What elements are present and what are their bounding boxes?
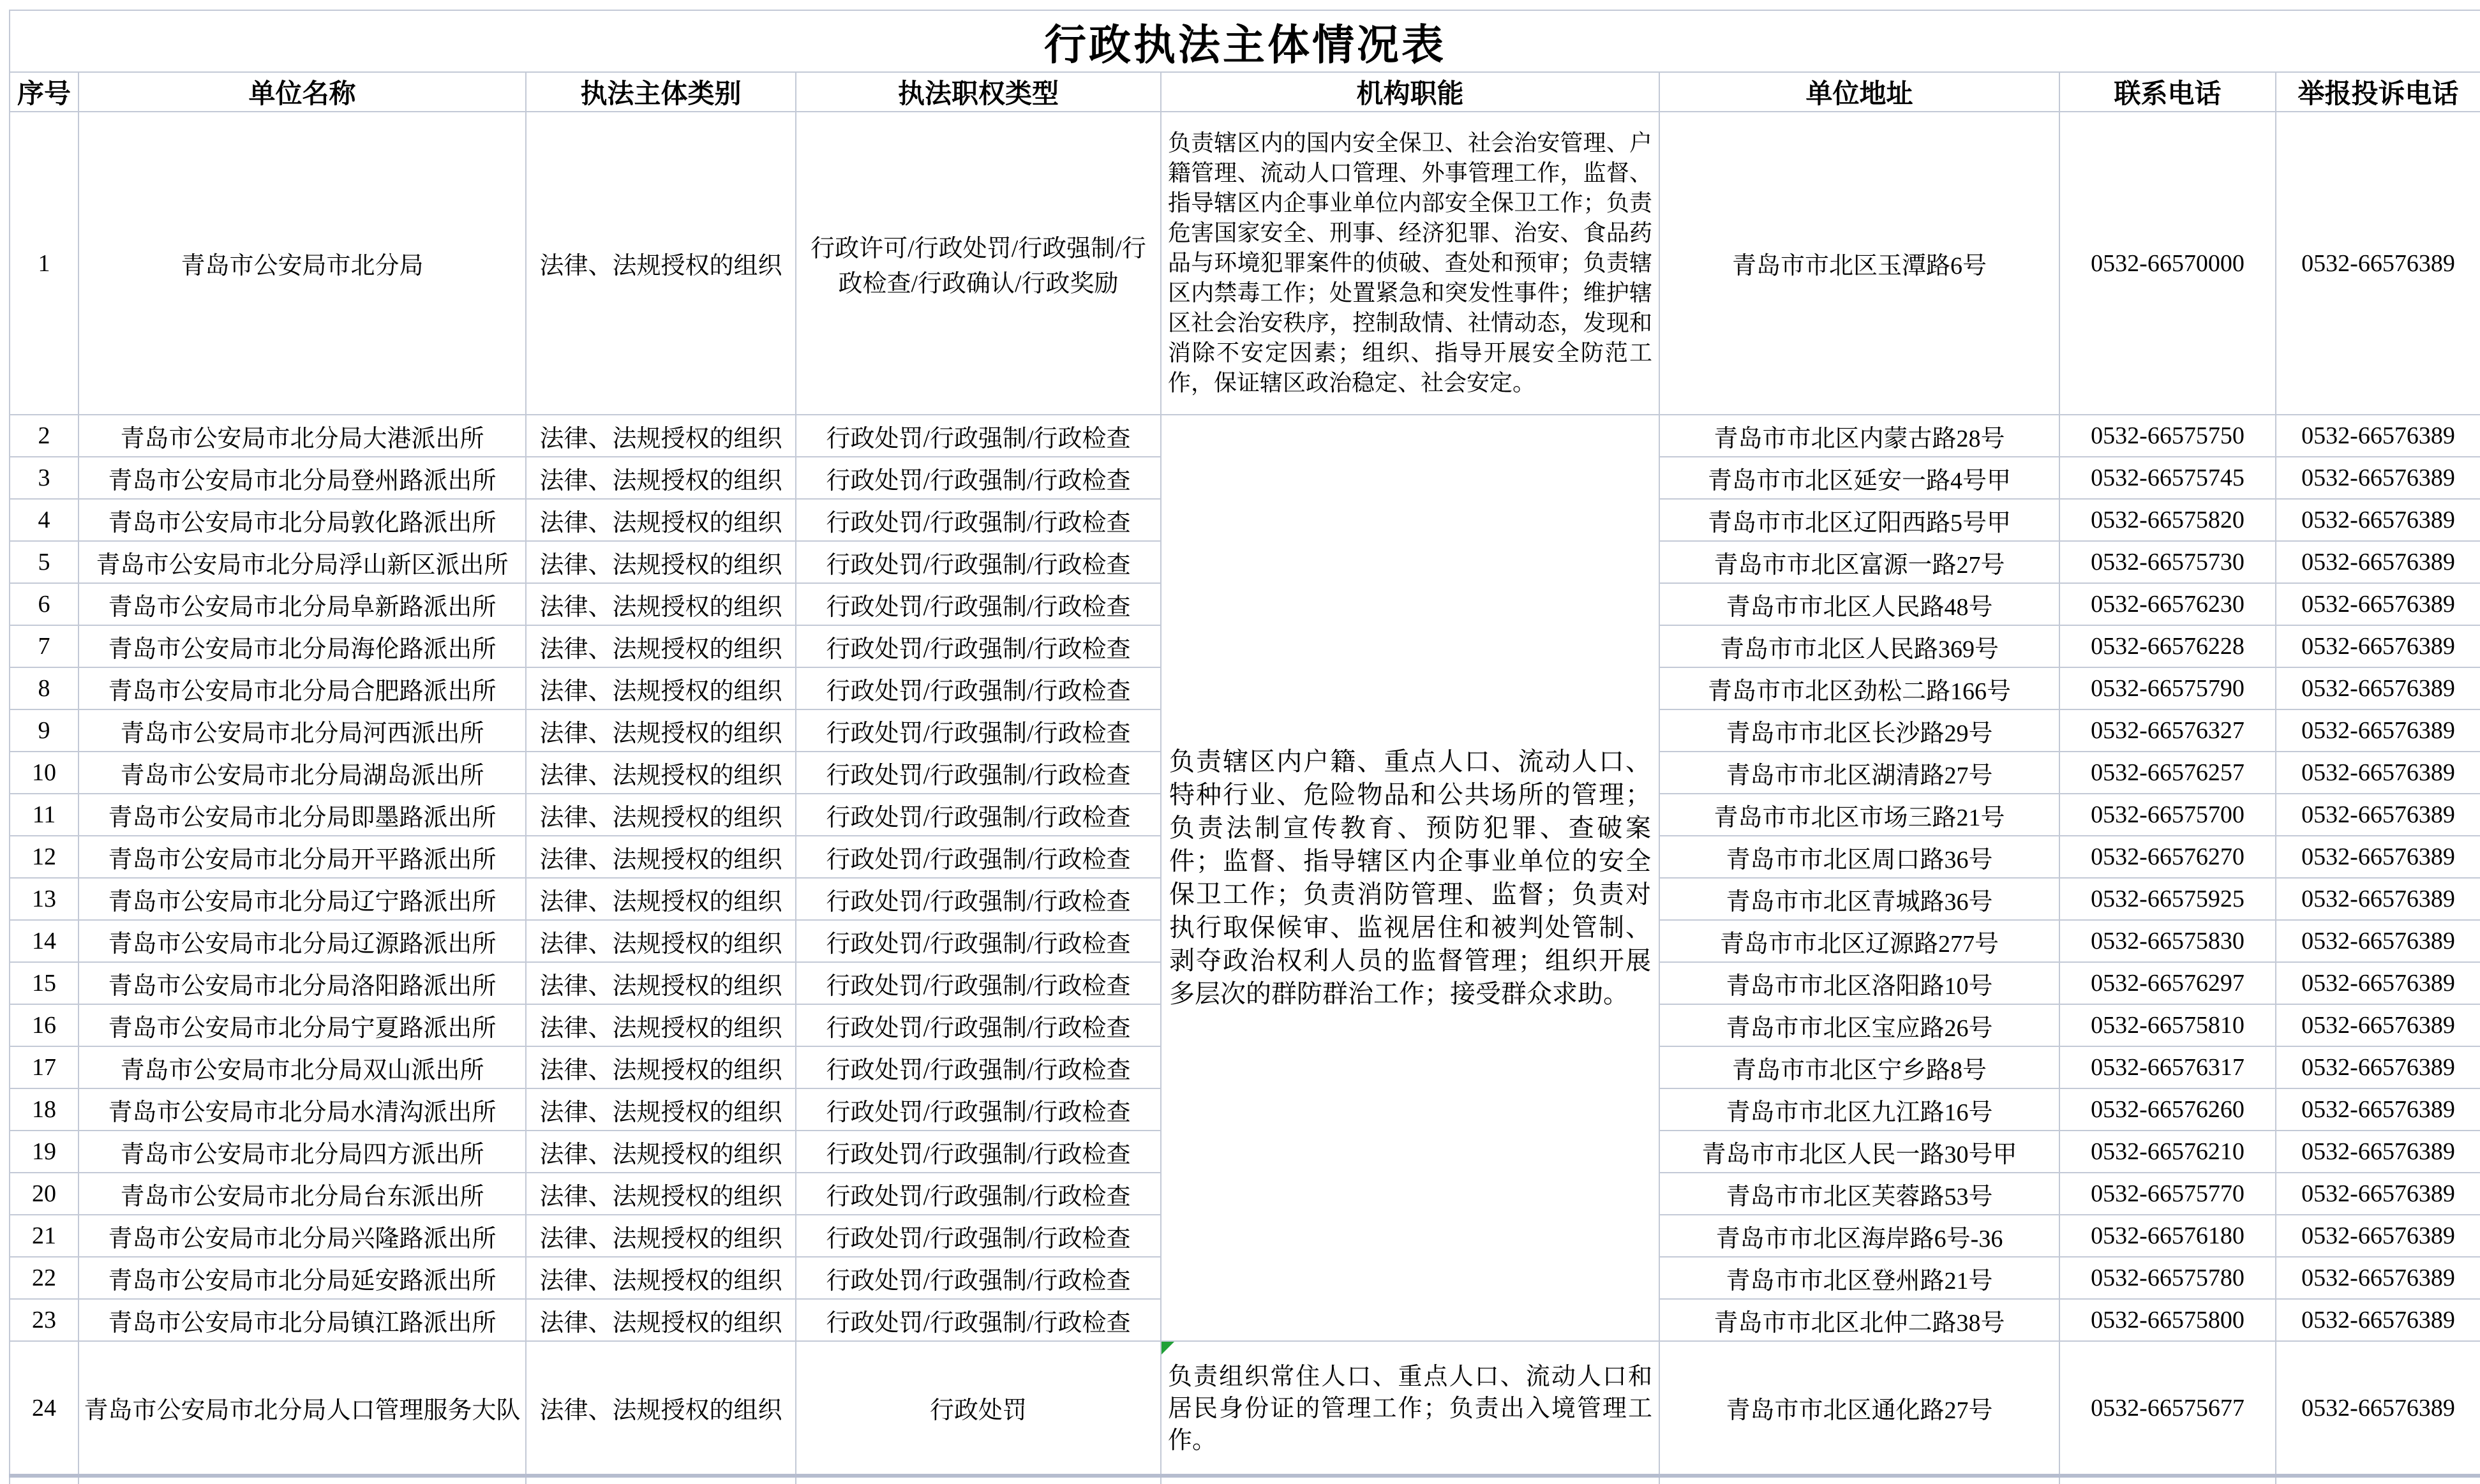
power-type-cell: 行政处罚/行政强制/行政检查: [796, 962, 1161, 1004]
unit-name-cell: 青岛市公安局市北分局镇江路派出所: [78, 1299, 526, 1341]
unit-name-cell: 青岛市公安局市北分局双山派出所: [78, 1046, 526, 1088]
subject-category-cell: 法律、法规授权的组织: [526, 625, 796, 667]
complaint-phone-cell: 0532-66576389: [2276, 1088, 2480, 1131]
phone-cell: 0532-66576257: [2059, 752, 2276, 794]
subject-category-cell: 法律、法规授权的组织: [526, 1299, 796, 1341]
power-type-cell: 行政处罚/行政强制/行政检查: [796, 1173, 1161, 1215]
complaint-phone-cell: 0532-66576389: [2276, 1173, 2480, 1215]
power-type-cell: 行政处罚/行政强制/行政检查: [796, 752, 1161, 794]
power-type-cell: 行政处罚/行政强制/行政检查: [796, 1131, 1161, 1173]
address-cell: 青岛市市北区九江路16号: [1659, 1088, 2059, 1131]
phone-cell: 0532-66575677: [2059, 1341, 2276, 1476]
unit-name-cell: 青岛市公安局市北分局即墨路派出所: [78, 794, 526, 836]
title-row: [10, 10, 2480, 72]
group-functions-cell: 负责辖区内户籍、重点人口、流动人口、特种行业、危险物品和公共场所的管理；负责法制宣传教育、预防犯罪、查破案件；监督、指导辖区内企事业单位的安全保卫工作；负责消防管理、监督；负责对执行取保候审、监视居住和被判处管制、剥夺政治权利人员的监督管理；组织开展多层次的群防群治工作；接受群众求助。: [1161, 415, 1659, 1341]
address-cell: 青岛市市北区玉潭路6号: [1659, 112, 2059, 415]
address-cell: 青岛市市北区宝应路26号: [1659, 1004, 2059, 1046]
subject-category-cell: 法律、法规授权的组织: [526, 794, 796, 836]
power-type-cell: 行政处罚/行政强制/行政检查: [796, 1215, 1161, 1257]
seq-cell: 18: [10, 1088, 78, 1131]
functions-text: 负责组织常住人口、重点人口、流动人口和居民身份证的管理工作；负责出入境管理工作。: [1168, 1363, 1652, 1454]
column-header-seq: 序号: [10, 72, 78, 112]
seq-cell: 2: [10, 415, 78, 457]
subject-category-cell: 法律、法规授权的组织: [526, 541, 796, 583]
seq-cell: 9: [10, 709, 78, 752]
column-header-functions: 机构职能: [1161, 72, 1659, 112]
seq-cell: 12: [10, 836, 78, 878]
seq-cell: 11: [10, 794, 78, 836]
phone-cell: 0532-66575790: [2059, 667, 2276, 709]
functions-cell: 负责辖区内的国内安全保卫、社会治安管理、户籍管理、流动人口管理、外事管理工作，监督、指导辖区内企事业单位内部安全保卫工作；负责危害国家安全、刑事、经济犯罪、治安、食品药品与环境犯罪案件的侦破、查处和预审；负责辖区内禁毒工作；处置紧急和突发性事件；维护辖区社会治安秩序，控制敌情、社情动态，发现和消除不安定因素；组织、指导开展安全防范工作，保证辖区政治稳定、社会安定。: [1161, 112, 1659, 415]
unit-name-cell: 青岛市公安局市北分局辽宁路派出所: [78, 878, 526, 920]
seq-cell: 22: [10, 1257, 78, 1299]
unit-name-cell: 青岛市公安局市北分局延安路派出所: [78, 1257, 526, 1299]
complaint-phone-cell: 0532-66576389: [2276, 920, 2480, 962]
column-header-power-type: 执法职权类型: [796, 72, 1161, 112]
column-header-unit-name: 单位名称: [78, 72, 526, 112]
subject-category-cell: 法律、法规授权的组织: [526, 709, 796, 752]
address-cell: 青岛市市北区北仲二路38号: [1659, 1299, 2059, 1341]
page-title: 行政执法主体情况表: [10, 10, 2480, 72]
power-type-cell: 行政处罚/行政强制/行政检查: [796, 541, 1161, 583]
phone-cell: 0532-66575750: [2059, 415, 2276, 457]
phone-cell: 0532-66576317: [2059, 1046, 2276, 1088]
power-type-cell: 行政处罚/行政强制/行政检查: [796, 709, 1161, 752]
power-type-cell: 行政处罚/行政强制/行政检查: [796, 836, 1161, 878]
unit-name-cell: 青岛市公安局市北分局合肥路派出所: [78, 667, 526, 709]
complaint-phone-cell: 0532-66576389: [2276, 1257, 2480, 1299]
unit-name-cell: 青岛市公安局市北分局台东派出所: [78, 1173, 526, 1215]
power-type-cell: 行政处罚/行政强制/行政检查: [796, 457, 1161, 499]
unit-name-cell: 青岛市公安局市北分局大港派出所: [78, 415, 526, 457]
seq-cell: 10: [10, 752, 78, 794]
complaint-phone-cell: 0532-66576389: [2276, 1046, 2480, 1088]
table-header-row: [10, 72, 2480, 112]
address-cell: 青岛市市北区内蒙古路28号: [1659, 415, 2059, 457]
subject-category-cell: 法律、法规授权的组织: [526, 1215, 796, 1257]
unit-name-cell: 青岛市公安局市北分局登州路派出所: [78, 457, 526, 499]
address-cell: 青岛市市北区青城路36号: [1659, 878, 2059, 920]
subject-category-cell: 法律、法规授权的组织: [526, 1004, 796, 1046]
complaint-phone-cell: 0532-66576389: [2276, 667, 2480, 709]
seq-cell: 3: [10, 457, 78, 499]
seq-cell: 6: [10, 583, 78, 625]
phone-cell: 0532-66576228: [2059, 625, 2276, 667]
power-type-cell: 行政处罚/行政强制/行政检查: [796, 1004, 1161, 1046]
unit-name-cell: 青岛市公安局市北分局湖岛派出所: [78, 752, 526, 794]
subject-category-cell: 法律、法规授权的组织: [526, 962, 796, 1004]
column-header-subject-category: 执法主体类别: [526, 72, 796, 112]
law-enforcement-subjects-table: [9, 10, 2480, 1484]
unit-name-cell: 青岛市公安局市北分局兴隆路派出所: [78, 1215, 526, 1257]
phone-cell: 0532-66575800: [2059, 1299, 2276, 1341]
unit-name-cell: 青岛市公安局市北分局水清沟派出所: [78, 1088, 526, 1131]
phone-cell: 0532-66576230: [2059, 583, 2276, 625]
unit-name-cell: 青岛市公安局市北分局洛阳路派出所: [78, 962, 526, 1004]
address-cell: 青岛市市北区人民一路30号甲: [1659, 1131, 2059, 1173]
address-cell: 青岛市市北区周口路36号: [1659, 836, 2059, 878]
phone-cell: 0532-66570000: [2059, 112, 2276, 415]
phone-cell: 0532-66576327: [2059, 709, 2276, 752]
subject-category-cell: 法律、法规授权的组织: [526, 1341, 796, 1476]
unit-name-cell: 青岛市公安局市北分局宁夏路派出所: [78, 1004, 526, 1046]
address-cell: 青岛市市北区海岸路6号-36: [1659, 1215, 2059, 1257]
unit-name-cell: 青岛市公安局市北分局四方派出所: [78, 1131, 526, 1173]
power-type-cell: 行政处罚/行政强制/行政检查: [796, 1299, 1161, 1341]
complaint-phone-cell: 0532-66576389: [2276, 415, 2480, 457]
unit-name-cell: 青岛市公安局市北分局海伦路派出所: [78, 625, 526, 667]
phone-cell: 0532-66575700: [2059, 794, 2276, 836]
complaint-phone-cell: 0532-66576389: [2276, 583, 2480, 625]
address-cell: 青岛市市北区长沙路29号: [1659, 709, 2059, 752]
address-cell: 青岛市市北区登州路21号: [1659, 1257, 2059, 1299]
phone-cell: 0532-66575770: [2059, 1173, 2276, 1215]
complaint-phone-cell: 0532-66576389: [2276, 709, 2480, 752]
power-type-cell: 行政处罚/行政强制/行政检查: [796, 1088, 1161, 1131]
subject-category-cell: 法律、法规授权的组织: [526, 415, 796, 457]
power-type-cell: 行政许可/行政处罚/行政强制/行政检查/行政确认/行政奖励: [796, 112, 1161, 415]
complaint-phone-cell: 0532-66576389: [2276, 794, 2480, 836]
seq-cell: 14: [10, 920, 78, 962]
address-cell: 青岛市市北区辽阳西路5号甲: [1659, 499, 2059, 541]
seq-cell: 19: [10, 1131, 78, 1173]
address-cell: 青岛市市北区延安一路4号甲: [1659, 457, 2059, 499]
power-type-cell: 行政处罚/行政强制/行政检查: [796, 1046, 1161, 1088]
power-type-cell: 行政处罚/行政强制/行政检查: [796, 794, 1161, 836]
seq-cell: 1: [10, 112, 78, 415]
seq-cell: 13: [10, 878, 78, 920]
subject-category-cell: 法律、法规授权的组织: [526, 1046, 796, 1088]
phone-cell: 0532-66575730: [2059, 541, 2276, 583]
seq-cell: 7: [10, 625, 78, 667]
address-cell: 青岛市市北区宁乡路8号: [1659, 1046, 2059, 1088]
power-type-cell: 行政处罚/行政强制/行政检查: [796, 920, 1161, 962]
seq-cell: 17: [10, 1046, 78, 1088]
functions-cell: [1161, 1341, 1659, 1476]
power-type-cell: 行政处罚/行政强制/行政检查: [796, 415, 1161, 457]
subject-category-cell: 法律、法规授权的组织: [526, 920, 796, 962]
complaint-phone-cell: 0532-66576389: [2276, 1215, 2480, 1257]
unit-name-cell: 青岛市公安局市北分局阜新路派出所: [78, 583, 526, 625]
subject-category-cell: 法律、法规授权的组织: [526, 583, 796, 625]
unit-name-cell: 青岛市公安局市北分局辽源路派出所: [78, 920, 526, 962]
subject-category-cell: 法律、法规授权的组织: [526, 457, 796, 499]
complaint-phone-cell: 0532-66576389: [2276, 1004, 2480, 1046]
complaint-phone-cell: 0532-66576389: [2276, 112, 2480, 415]
unit-name-cell: 青岛市公安局市北分局: [78, 112, 526, 415]
complaint-phone-cell: 0532-66576389: [2276, 1299, 2480, 1341]
table-row: [10, 112, 2480, 415]
seq-cell: 21: [10, 1215, 78, 1257]
power-type-cell: 行政处罚: [796, 1341, 1161, 1476]
complaint-phone-cell: 0532-66576389: [2276, 1341, 2480, 1476]
cell-corner-marker-icon: [1162, 1342, 1174, 1354]
subject-category-cell: 法律、法规授权的组织: [526, 499, 796, 541]
phone-cell: 0532-66575780: [2059, 1257, 2276, 1299]
column-header-address: 单位地址: [1659, 72, 2059, 112]
complaint-phone-cell: 0532-66576389: [2276, 457, 2480, 499]
unit-name-cell: 青岛市公安局市北分局敦化路派出所: [78, 499, 526, 541]
complaint-phone-cell: 0532-66576389: [2276, 752, 2480, 794]
power-type-cell: 行政处罚/行政强制/行政检查: [796, 625, 1161, 667]
subject-category-cell: 法律、法规授权的组织: [526, 752, 796, 794]
unit-name-cell: 青岛市公安局市北分局开平路派出所: [78, 836, 526, 878]
group-rows-body: [10, 415, 2480, 1341]
power-type-cell: 行政处罚/行政强制/行政检查: [796, 878, 1161, 920]
phone-cell: 0532-66575925: [2059, 878, 2276, 920]
address-cell: 青岛市市北区辽源路277号: [1659, 920, 2059, 962]
seq-cell: 23: [10, 1299, 78, 1341]
phone-cell: 0532-66576180: [2059, 1215, 2276, 1257]
address-cell: 青岛市市北区富源一路27号: [1659, 541, 2059, 583]
phone-cell: 0532-66576260: [2059, 1088, 2276, 1131]
phone-cell: 0532-66575810: [2059, 1004, 2276, 1046]
table-row: [10, 415, 2480, 457]
address-cell: 青岛市市北区通化路27号: [1659, 1341, 2059, 1476]
complaint-phone-cell: 0532-66576389: [2276, 962, 2480, 1004]
subject-category-cell: 法律、法规授权的组织: [526, 1257, 796, 1299]
seq-cell: 4: [10, 499, 78, 541]
subject-category-cell: 法律、法规授权的组织: [526, 1088, 796, 1131]
power-type-cell: 行政处罚/行政强制/行政检查: [796, 499, 1161, 541]
complaint-phone-cell: 0532-66576389: [2276, 541, 2480, 583]
unit-name-cell: 青岛市公安局市北分局河西派出所: [78, 709, 526, 752]
subject-category-cell: 法律、法规授权的组织: [526, 667, 796, 709]
address-cell: 青岛市市北区市场三路21号: [1659, 794, 2059, 836]
subject-category-cell: 法律、法规授权的组织: [526, 1173, 796, 1215]
unit-name-cell: 青岛市公安局市北分局浮山新区派出所: [78, 541, 526, 583]
address-cell: 青岛市市北区人民路48号: [1659, 583, 2059, 625]
column-header-phone: 联系电话: [2059, 72, 2276, 112]
phone-cell: 0532-66576210: [2059, 1131, 2276, 1173]
seq-cell: 20: [10, 1173, 78, 1215]
seq-cell: 24: [10, 1341, 78, 1476]
power-type-cell: 行政处罚/行政强制/行政检查: [796, 667, 1161, 709]
phone-cell: 0532-66575830: [2059, 920, 2276, 962]
address-cell: 青岛市市北区洛阳路10号: [1659, 962, 2059, 1004]
complaint-phone-cell: 0532-66576389: [2276, 878, 2480, 920]
address-cell: 青岛市市北区人民路369号: [1659, 625, 2059, 667]
seq-cell: 16: [10, 1004, 78, 1046]
top-rows: [10, 10, 2480, 415]
column-header-complaint-phone: 举报投诉电话: [2276, 72, 2480, 112]
address-cell: 青岛市市北区劲松二路166号: [1659, 667, 2059, 709]
seq-cell: 8: [10, 667, 78, 709]
subject-category-cell: 法律、法规授权的组织: [526, 1131, 796, 1173]
unit-name-cell: 青岛市公安局市北分局人口管理服务大队: [78, 1341, 526, 1476]
complaint-phone-cell: 0532-66576389: [2276, 1131, 2480, 1173]
seq-cell: 5: [10, 541, 78, 583]
address-cell: 青岛市市北区湖清路27号: [1659, 752, 2059, 794]
phone-cell: 0532-66575745: [2059, 457, 2276, 499]
complaint-phone-cell: 0532-66576389: [2276, 836, 2480, 878]
address-cell: 青岛市市北区芙蓉路53号: [1659, 1173, 2059, 1215]
subject-category-cell: 法律、法规授权的组织: [526, 836, 796, 878]
power-type-cell: 行政处罚/行政强制/行政检查: [796, 583, 1161, 625]
complaint-phone-cell: 0532-66576389: [2276, 499, 2480, 541]
bottom-rows: [10, 1341, 2480, 1484]
subject-category-cell: 法律、法规授权的组织: [526, 878, 796, 920]
power-type-cell: 行政处罚/行政强制/行政检查: [796, 1257, 1161, 1299]
seq-cell: 15: [10, 962, 78, 1004]
phone-cell: 0532-66576297: [2059, 962, 2276, 1004]
complaint-phone-cell: 0532-66576389: [2276, 625, 2480, 667]
subject-category-cell: 法律、法规授权的组织: [526, 112, 796, 415]
phone-cell: 0532-66576270: [2059, 836, 2276, 878]
phone-cell: 0532-66575820: [2059, 499, 2276, 541]
table-row: [10, 1341, 2480, 1476]
